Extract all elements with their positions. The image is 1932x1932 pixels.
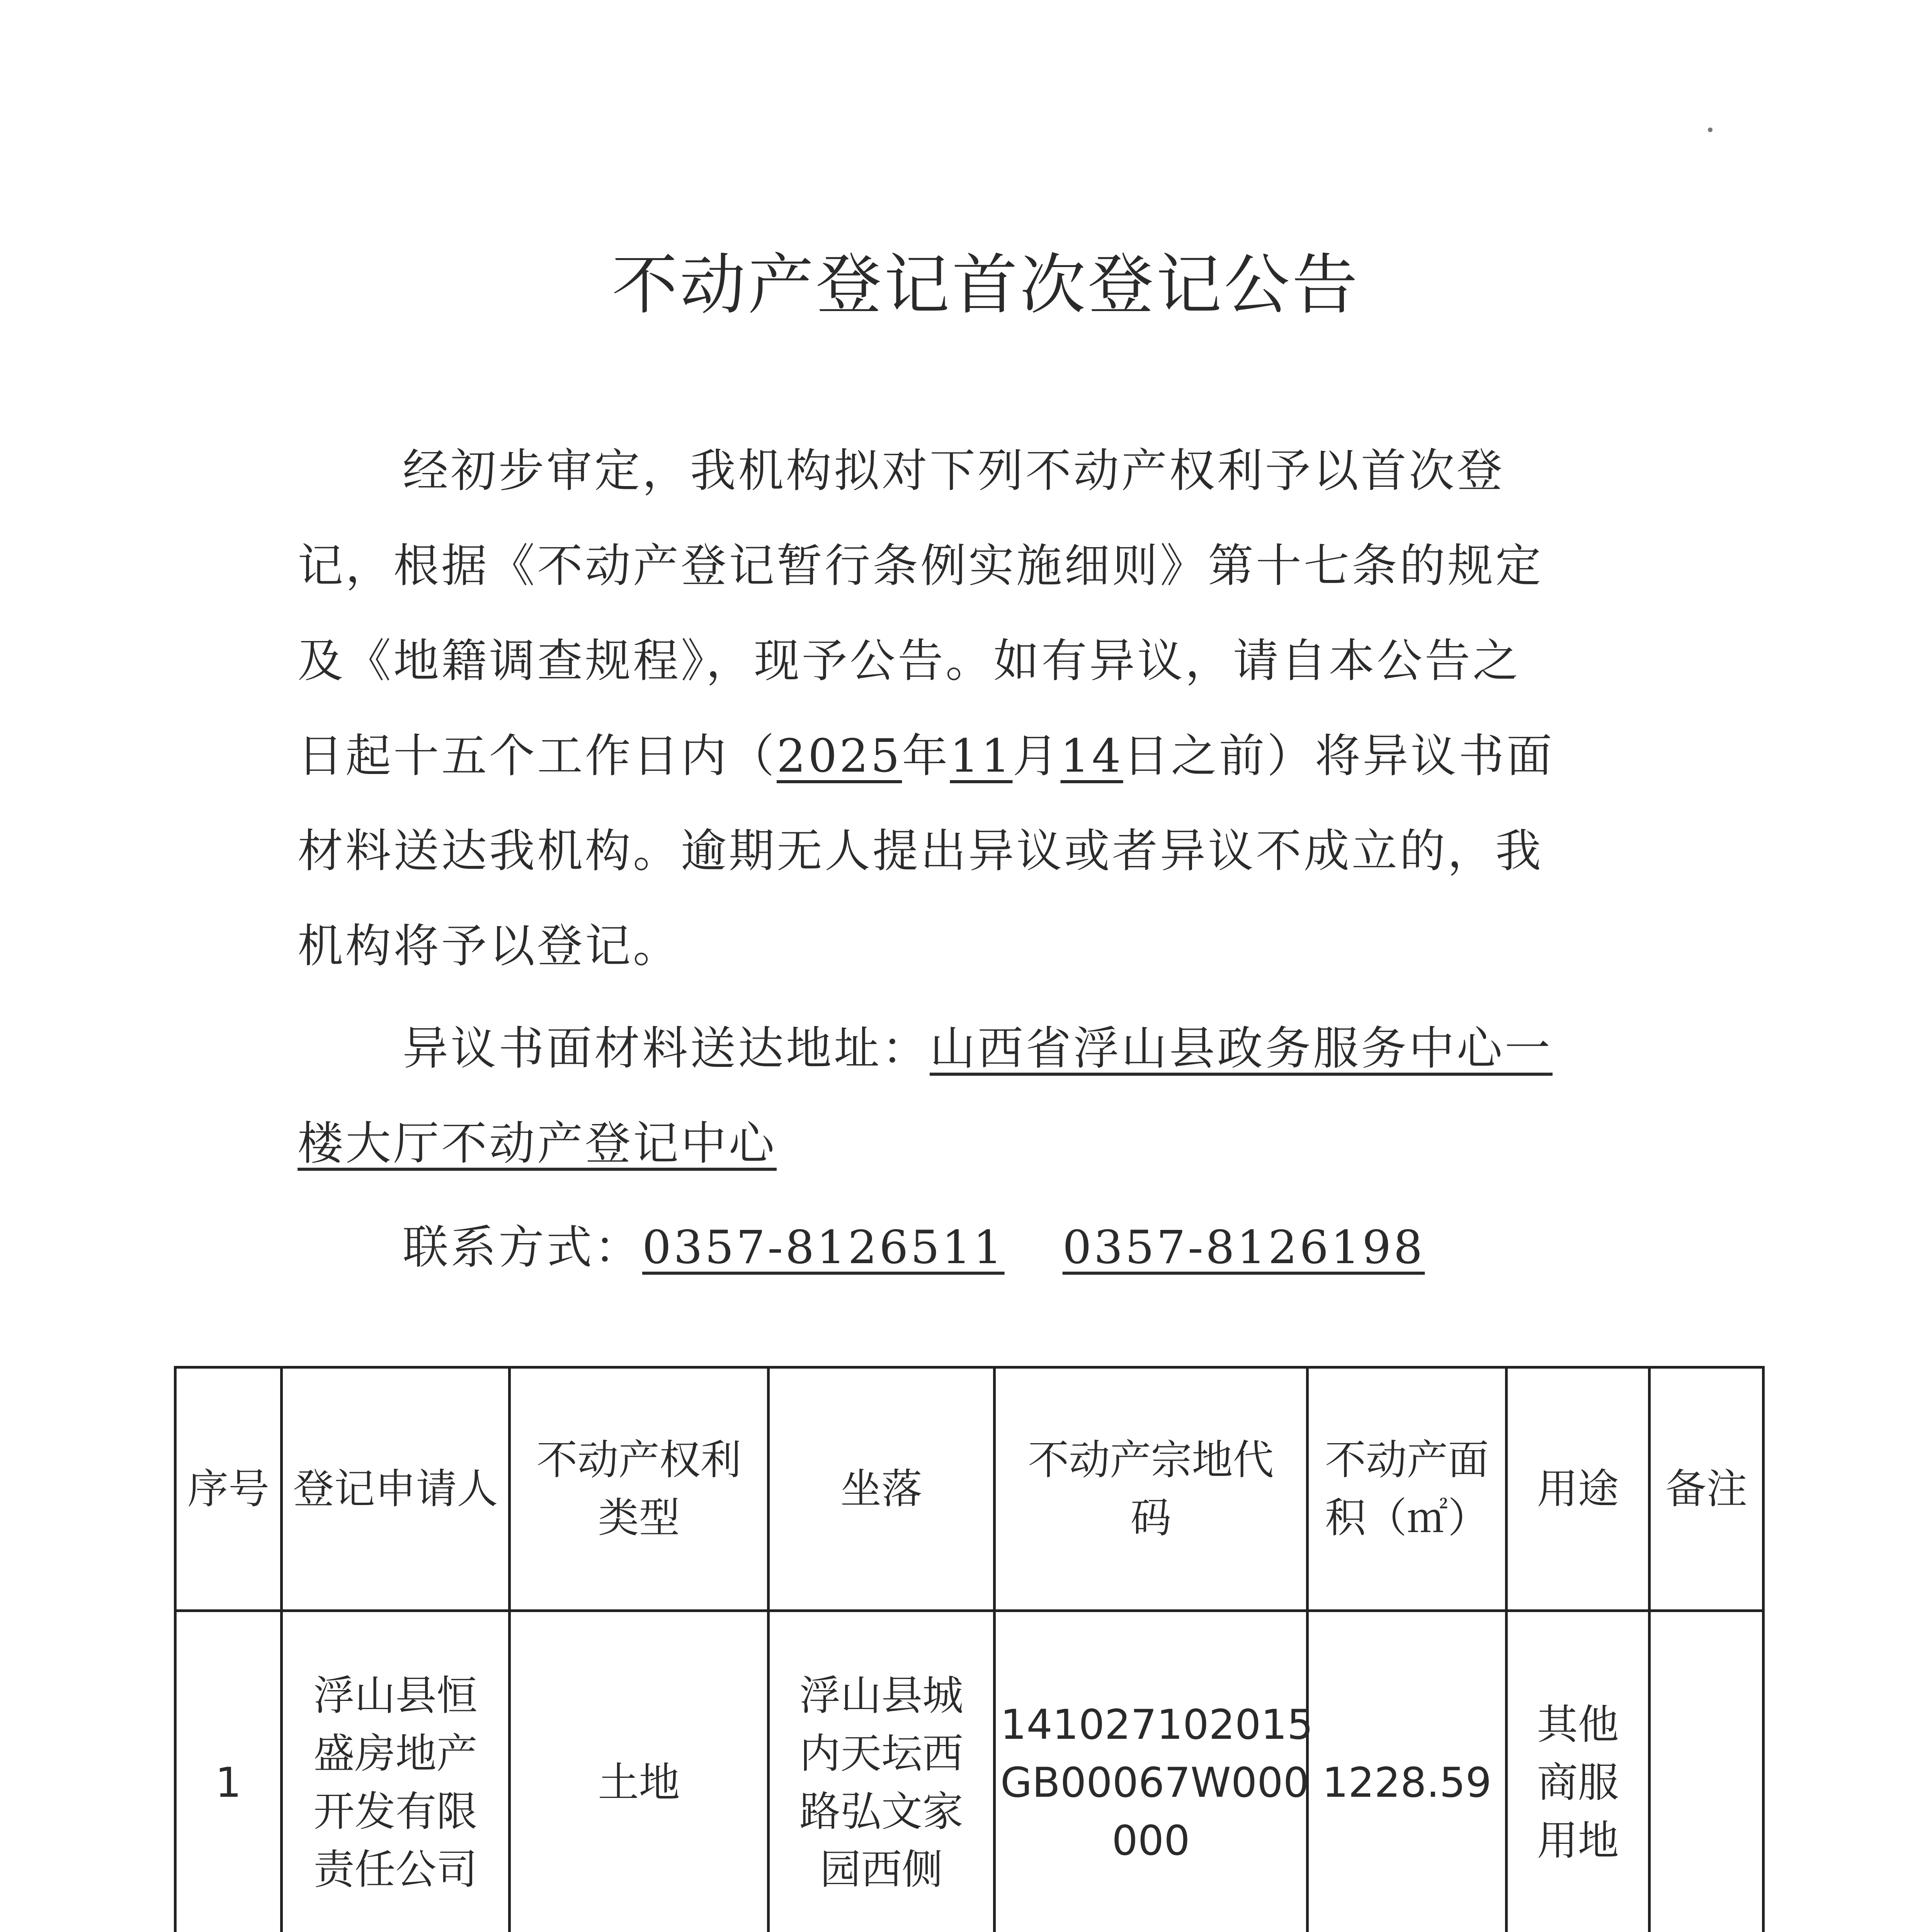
cell-parcel-code: 141027102015 GB00067W000 000: [995, 1611, 1308, 1932]
notice-paragraph: [298, 423, 1654, 993]
contact-info: [298, 1200, 1654, 1295]
cell-applicant: 浮山县恒 盛房地产 开发有限 责任公司: [282, 1611, 510, 1932]
paragraph-line-1: 经初步审定，我机构拟对下列不动产权利予以首次登: [403, 444, 1505, 497]
address-label: 异议书面材料送达地址：: [403, 1022, 930, 1075]
header-remarks: 备注: [1650, 1367, 1764, 1611]
phone-1: 0357-8126511: [642, 1221, 1005, 1274]
page-title: 不动产登记首次登记公告: [612, 247, 1360, 323]
deadline-month-unit: 月: [1012, 729, 1061, 782]
header-location: 坐落: [769, 1367, 995, 1611]
table-row: [175, 1611, 1764, 1932]
deadline-suffix: 日之前）将异议书面: [1123, 729, 1554, 782]
contact-line: [298, 1200, 1654, 1295]
cell-area: 1228.59: [1308, 1611, 1507, 1932]
cell-location: 浮山县城 内天坛西 路弘文家 园西侧: [769, 1611, 995, 1932]
phone-2: 0357-8126198: [1062, 1221, 1425, 1274]
registration-table: [174, 1366, 1765, 1932]
header-usage: 用途: [1507, 1367, 1650, 1611]
cell-remarks: [1650, 1611, 1764, 1932]
contact-label: 联系方式：: [403, 1221, 643, 1274]
table-header-row: [175, 1367, 1764, 1611]
contact-phones: [642, 1221, 1425, 1274]
deadline-day: 14: [1060, 729, 1123, 782]
deadline-year: 2025: [777, 729, 902, 782]
address-line-2: [298, 1096, 1654, 1191]
address-value-2: 楼大厅不动产登记中心: [298, 1117, 777, 1170]
address-line-1: [298, 1001, 1654, 1096]
header-right-type: 不动产权利 类型: [510, 1367, 769, 1611]
cell-right-type: 土地: [510, 1611, 769, 1932]
scan-speck: [1708, 128, 1713, 132]
header-seq: 序号: [175, 1367, 282, 1611]
cell-seq: 1: [175, 1611, 282, 1932]
objection-address: [298, 1001, 1654, 1191]
header-area: 不动产面 积（㎡）: [1308, 1367, 1507, 1611]
paragraph-line-4: [298, 708, 1654, 803]
header-applicant: 登记申请人: [282, 1367, 510, 1611]
address-value-1: 山西省浮山县政务服务中心一: [930, 1022, 1553, 1075]
deadline-prefix: 日起十五个工作日内（: [298, 729, 777, 782]
paragraph-line-6: 机构将予以登记。: [298, 919, 681, 973]
paragraph-line-2: 记，根据《不动产登记暂行条例实施细则》第十七条的规定: [298, 539, 1544, 592]
cell-usage: 其他 商服 用地: [1507, 1611, 1650, 1932]
deadline-month: 11: [950, 729, 1013, 782]
paragraph-line-5: 材料送达我机构。逾期无人提出异议或者异议不成立的，我: [298, 824, 1544, 878]
paragraph-line-3: 及《地籍调查规程》，现予公告。如有异议，请自本公告之: [298, 634, 1521, 687]
header-parcel-code: 不动产宗地代 码: [995, 1367, 1308, 1611]
deadline-year-unit: 年: [902, 729, 950, 782]
